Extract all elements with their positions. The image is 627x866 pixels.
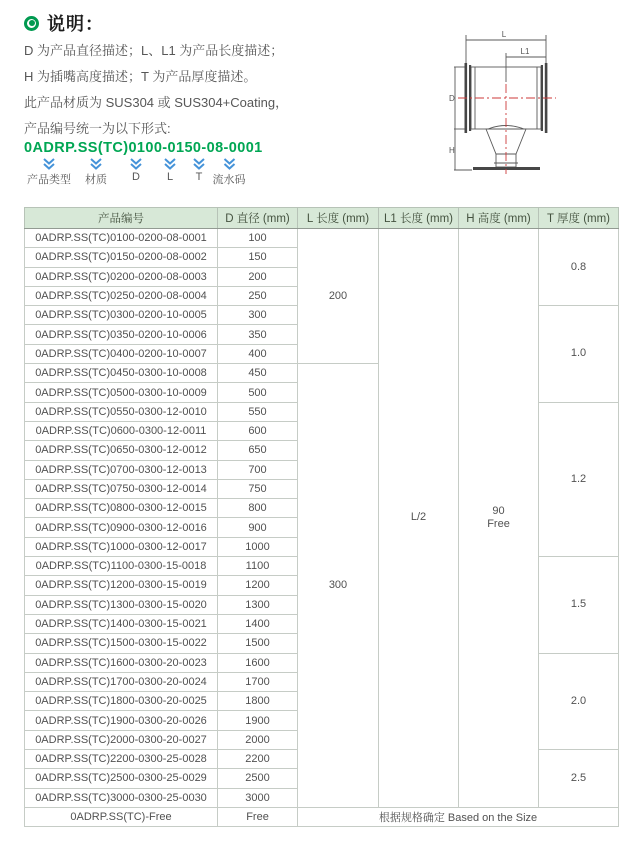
description-line: 此产品材质为 SUS304 或 SUS304+Coating， <box>24 95 289 110</box>
product-code-cell: 0ADRP.SS(TC)0700-0300-12-0013 <box>25 460 218 479</box>
product-code-cell: 0ADRP.SS(TC)2000-0300-20-0027 <box>25 730 218 749</box>
product-code-cell: 0ADRP.SS(TC)0750-0300-12-0014 <box>25 479 218 498</box>
diameter-cell: Free <box>218 807 298 826</box>
t-thickness-cell: 1.0 <box>539 306 619 402</box>
footer-note-cell: 根据规格确定 Based on the Size <box>298 807 619 826</box>
product-code-cell: 0ADRP.SS(TC)3000-0300-25-0030 <box>25 788 218 807</box>
diameter-cell: 600 <box>218 421 298 440</box>
product-code-cell: 0ADRP.SS(TC)1700-0300-20-0024 <box>25 672 218 691</box>
code-legend-label: L <box>166 171 174 183</box>
product-code-cell: 0ADRP.SS(TC)0600-0300-12-0011 <box>25 421 218 440</box>
t-thickness-cell: 1.2 <box>539 402 619 556</box>
code-legend-item <box>192 158 206 183</box>
dim-label-d: D <box>449 94 455 103</box>
diameter-cell: 1500 <box>218 634 298 653</box>
t-thickness-cell: 2.0 <box>539 653 619 749</box>
double-chevron-down-icon <box>42 158 56 170</box>
product-code-cell: 0ADRP.SS(TC)0300-0200-10-0005 <box>25 306 218 325</box>
dim-label-h: H <box>449 146 455 155</box>
h-height-cell: 90 Free <box>459 229 539 808</box>
description-block <box>24 38 288 142</box>
technical-drawing <box>448 22 626 190</box>
diameter-cell: 1700 <box>218 672 298 691</box>
product-code-cell: 0ADRP.SS(TC)0250-0200-08-0004 <box>25 286 218 305</box>
diameter-cell: 1400 <box>218 614 298 633</box>
code-legend-item <box>85 158 107 187</box>
product-code-cell: 0ADRP.SS(TC)1200-0300-15-0019 <box>25 576 218 595</box>
diameter-cell: 550 <box>218 402 298 421</box>
product-code-cell: 0ADRP.SS(TC)1000-0300-12-0017 <box>25 537 218 556</box>
product-code-example: 0ADRP.SS(TC)0100-0150-08-0001 <box>24 140 263 156</box>
product-code-cell: 0ADRP.SS(TC)1300-0300-15-0020 <box>25 595 218 614</box>
spec-table <box>24 207 619 827</box>
diameter-cell: 400 <box>218 344 298 363</box>
diameter-cell: 250 <box>218 286 298 305</box>
diameter-cell: 2500 <box>218 769 298 788</box>
column-header: L 长度 (mm) <box>298 208 379 229</box>
diameter-cell: 900 <box>218 518 298 537</box>
product-code-cell: 0ADRP.SS(TC)0450-0300-10-0008 <box>25 364 218 383</box>
product-code-cell: 0ADRP.SS(TC)1800-0300-20-0025 <box>25 692 218 711</box>
diameter-cell: 700 <box>218 460 298 479</box>
diameter-cell: 2200 <box>218 750 298 769</box>
description-line: H 为插嘴高度描述；T 为产品厚度描述。 <box>24 69 257 84</box>
diameter-cell: 3000 <box>218 788 298 807</box>
t-thickness-cell: 2.5 <box>539 750 619 808</box>
green-ring-bullet-icon <box>24 16 39 31</box>
product-code-cell: 0ADRP.SS(TC)2500-0300-25-0029 <box>25 769 218 788</box>
product-code-cell: 0ADRP.SS(TC)0150-0200-08-0002 <box>25 248 218 267</box>
double-chevron-down-icon <box>129 158 143 170</box>
code-legend-item <box>27 158 71 187</box>
product-code-cell: 0ADRP.SS(TC)0200-0200-08-0003 <box>25 267 218 286</box>
l-length-cell: 200 <box>298 229 379 364</box>
dim-label-l1: L1 <box>520 47 530 56</box>
product-code-cell: 0ADRP.SS(TC)0900-0300-12-0016 <box>25 518 218 537</box>
code-legend-label: 流水码 <box>212 174 246 186</box>
section-title: 说明： <box>47 14 104 34</box>
l1-length-cell: L/2 <box>379 229 459 808</box>
product-code-cell: 0ADRP.SS(TC)0400-0200-10-0007 <box>25 344 218 363</box>
spec-table-head <box>25 208 619 229</box>
dim-label-l: L <box>501 30 507 39</box>
code-legend <box>24 158 304 200</box>
code-legend-label: 产品类型 <box>27 174 71 186</box>
product-code-cell: 0ADRP.SS(TC)1600-0300-20-0023 <box>25 653 218 672</box>
diameter-cell: 350 <box>218 325 298 344</box>
column-header: L1 长度 (mm) <box>379 208 459 229</box>
diameter-cell: 1900 <box>218 711 298 730</box>
product-code-cell: 0ADRP.SS(TC)0550-0300-12-0010 <box>25 402 218 421</box>
code-legend-item <box>129 158 143 183</box>
diameter-cell: 100 <box>218 229 298 248</box>
description-line: D 为产品直径描述；L、L1 为产品长度描述； <box>24 43 284 58</box>
product-code-cell: 0ADRP.SS(TC)0350-0200-10-0006 <box>25 325 218 344</box>
diameter-cell: 2000 <box>218 730 298 749</box>
diameter-cell: 500 <box>218 383 298 402</box>
diameter-cell: 1800 <box>218 692 298 711</box>
code-legend-label: D <box>132 171 140 183</box>
diameter-cell: 150 <box>218 248 298 267</box>
code-legend-item <box>213 158 246 187</box>
diameter-cell: 300 <box>218 306 298 325</box>
diameter-cell: 200 <box>218 267 298 286</box>
double-chevron-down-icon <box>163 158 177 170</box>
product-code-cell: 0ADRP.SS(TC)1100-0300-15-0018 <box>25 557 218 576</box>
t-thickness-cell: 1.5 <box>539 557 619 653</box>
product-code-cell: 0ADRP.SS(TC)1900-0300-20-0026 <box>25 711 218 730</box>
product-code-cell: 0ADRP.SS(TC)1500-0300-15-0022 <box>25 634 218 653</box>
product-code-cell: 0ADRP.SS(TC)0650-0300-12-0012 <box>25 441 218 460</box>
diameter-cell: 650 <box>218 441 298 460</box>
t-thickness-cell: 0.8 <box>539 229 619 306</box>
diameter-cell: 1000 <box>218 537 298 556</box>
diameter-cell: 1300 <box>218 595 298 614</box>
diameter-cell: 1600 <box>218 653 298 672</box>
code-legend-label: 材质 <box>85 174 107 186</box>
product-code-cell: 0ADRP.SS(TC)0100-0200-08-0001 <box>25 229 218 248</box>
column-header: D 直径 (mm) <box>218 208 298 229</box>
double-chevron-down-icon <box>192 158 206 170</box>
diameter-cell: 1100 <box>218 557 298 576</box>
table-row <box>25 229 619 248</box>
diameter-cell: 750 <box>218 479 298 498</box>
code-legend-item <box>163 158 177 183</box>
column-header: H 高度 (mm) <box>459 208 539 229</box>
l-length-cell: 300 <box>298 364 379 808</box>
description-line: 产品编号统一为以下形式: <box>24 121 171 136</box>
table-footer-row <box>25 807 619 826</box>
column-header: T 厚度 (mm) <box>539 208 619 229</box>
product-code-cell: 0ADRP.SS(TC)-Free <box>25 807 218 826</box>
diameter-cell: 450 <box>218 364 298 383</box>
diameter-cell: 1200 <box>218 576 298 595</box>
product-code-cell: 0ADRP.SS(TC)0500-0300-10-0009 <box>25 383 218 402</box>
diameter-cell: 800 <box>218 499 298 518</box>
double-chevron-down-icon <box>89 158 103 170</box>
double-chevron-down-icon <box>222 158 236 170</box>
product-code-cell: 0ADRP.SS(TC)0800-0300-12-0015 <box>25 499 218 518</box>
column-header: 产品编号 <box>25 208 218 229</box>
section-header <box>24 10 104 36</box>
product-code-cell: 0ADRP.SS(TC)2200-0300-25-0028 <box>25 750 218 769</box>
product-code-cell: 0ADRP.SS(TC)1400-0300-15-0021 <box>25 614 218 633</box>
code-legend-label: T <box>195 171 203 183</box>
